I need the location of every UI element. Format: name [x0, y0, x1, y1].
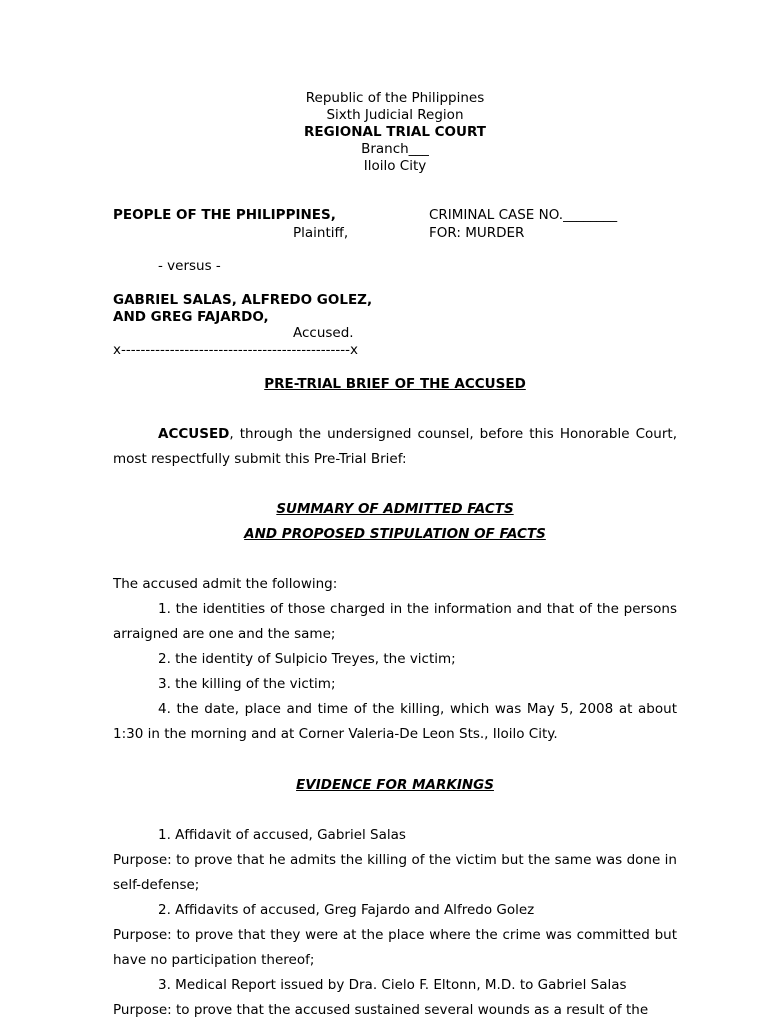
section2-body — [113, 823, 677, 1023]
evidence-purpose: Purpose: to prove that he admits the killing of the victim but the same was done in self-defense; — [113, 852, 677, 893]
header-branch: Branch___ — [361, 141, 429, 157]
evidence-item: 3. Medical Report issued by Dra. Cielo F. Eltonn, M.D. to Gabriel Salas — [158, 977, 627, 993]
section1-lead: The accused admit the following: — [113, 576, 338, 592]
header-region: Sixth Judicial Region — [326, 107, 464, 123]
document-title: PRE-TRIAL BRIEF OF THE ACCUSED — [264, 376, 526, 392]
evidence-purpose: Purpose: to prove that the accused sustained several wounds as a result of the — [113, 1002, 649, 1018]
case-number: CRIMINAL CASE NO.________ — [429, 207, 618, 223]
intro-paragraph — [113, 422, 677, 472]
section1-heading-line1: SUMMARY OF ADMITTED FACTS — [276, 501, 514, 517]
admitted-fact-item: 1. the identities of those charged in the information and that of the persons arraigned are one and the same; — [113, 601, 677, 642]
evidence-item: 2. Affidavits of accused, Greg Fajardo and Alfredo Golez — [158, 902, 535, 918]
case-charge: FOR: MURDER — [429, 225, 525, 241]
accused-names-line1: GABRIEL SALAS, ALFREDO GOLEZ, — [113, 292, 373, 308]
intro-bold-word: ACCUSED — [158, 426, 230, 442]
admitted-fact-item: 4. the date, place and time of the killing, which was May 5, 2008 at about 1:30 in the morning and at Corner Valeria-De Leon Sts., Iloilo City. — [113, 701, 677, 742]
section1-body — [113, 572, 677, 747]
intro-text: , through the undersigned counsel, before this Honorable Court, most respectfully submit this Pre-Trial Brief: — [113, 426, 677, 467]
accused-names-line2: AND GREG FAJARDO, — [113, 309, 269, 325]
header-republic: Republic of the Philippines — [305, 90, 485, 106]
caption-separator: x-----------------------------------------------x — [113, 342, 358, 358]
court-header — [0, 90, 768, 175]
plaintiff-label: Plaintiff, — [293, 225, 349, 241]
section2-heading: EVIDENCE FOR MARKINGS — [296, 777, 494, 793]
section1-heading-line2: AND PROPOSED STIPULATION OF FACTS — [244, 526, 546, 542]
accused-label: Accused. — [293, 325, 354, 341]
evidence-item: 1. Affidavit of accused, Gabriel Salas — [158, 827, 406, 843]
header-city: Iloilo City — [363, 158, 427, 174]
header-court: REGIONAL TRIAL COURT — [304, 124, 486, 140]
evidence-purpose: Purpose: to prove that they were at the place where the crime was committed but have no participation thereof; — [113, 927, 677, 968]
versus: - versus - — [158, 258, 221, 274]
admitted-fact-item: 3. the killing of the victim; — [158, 676, 336, 692]
admitted-fact-item: 2. the identity of Sulpicio Treyes, the victim; — [158, 651, 456, 667]
plaintiff-name: PEOPLE OF THE PHILIPPINES, — [113, 207, 336, 223]
